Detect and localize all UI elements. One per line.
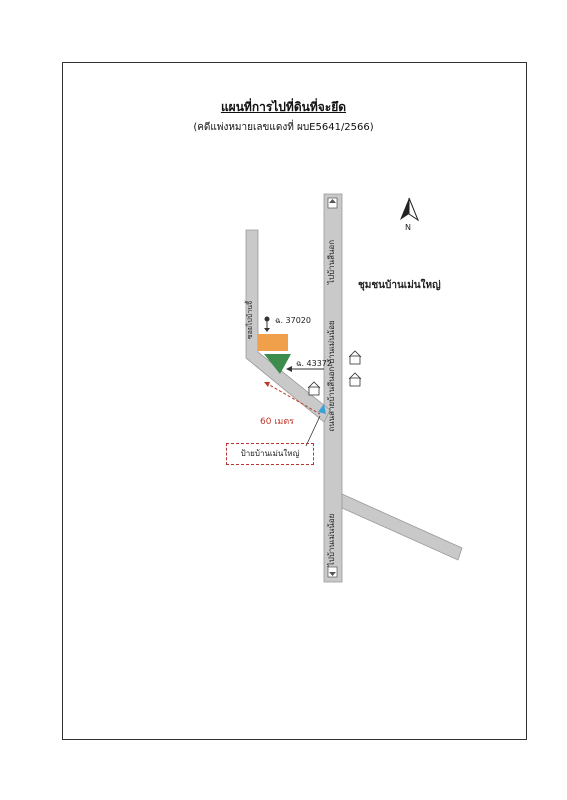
- parcel-orange: [258, 334, 288, 351]
- parcel-43372-label: ฉ. 43372: [296, 359, 332, 368]
- road-bottom-label: ไปบ้านเม่นน้อย: [327, 513, 336, 567]
- house-icon: [349, 373, 361, 386]
- village-label: ชุมชนบ้านเม่นใหญ่: [358, 280, 441, 291]
- main-road-label: ถนนสายบ้านสีนอก-บ้านเม่นน้อย: [327, 320, 336, 432]
- house-icon: [308, 382, 320, 395]
- road-top-label: ไปบ้านสีนอก: [327, 239, 336, 285]
- page-title: แผนที่การไปที่ดินที่จะยึด: [220, 100, 347, 114]
- house-icon: [349, 351, 361, 364]
- diagonal-road: [342, 494, 462, 560]
- parcel-37020-marker: [264, 317, 270, 333]
- sign-pointer: [306, 416, 320, 446]
- case-subtitle: (คดีแพ่งหมายเลขแดงที่ ผบE5641/2566): [193, 122, 374, 133]
- sign-label: ป้ายบ้านเม่นใหญ่: [226, 443, 314, 465]
- parcel-37020-label: ฉ. 37020: [275, 316, 311, 325]
- north-arrow-icon: [400, 198, 418, 220]
- north-label: N: [405, 223, 411, 232]
- side-road-label: ซอยไปบ้านจี้: [246, 300, 254, 340]
- distance-label: 60 เมตร: [260, 417, 295, 427]
- road-top-arrow-icon: [328, 198, 337, 208]
- road-bottom-arrow-icon: [328, 567, 337, 577]
